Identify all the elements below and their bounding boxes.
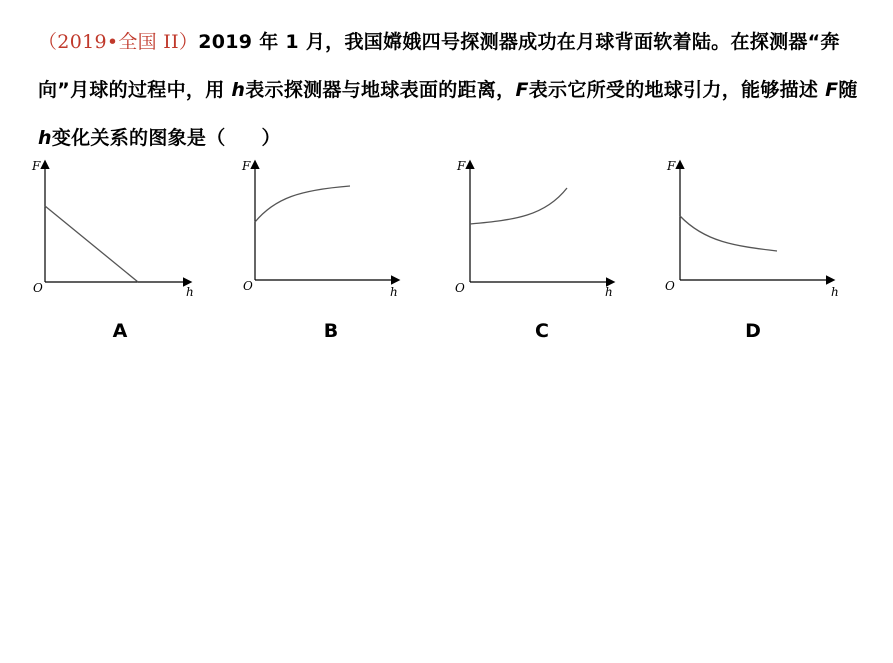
curve-linear-decreasing xyxy=(45,206,138,282)
variable-h: h xyxy=(231,79,246,101)
question-text xyxy=(38,18,878,162)
question-part-4: 随 xyxy=(838,79,858,101)
question-part-6: ） xyxy=(261,127,281,149)
origin-label: O xyxy=(243,279,253,293)
variable-f-2: F xyxy=(825,79,839,101)
option-label-c[interactable]: C xyxy=(535,320,549,342)
x-axis-label: h xyxy=(186,285,194,299)
question-part-5: 变化关系的图象是（ xyxy=(51,127,226,149)
y-axis-label: F xyxy=(242,159,251,173)
variable-h-2: h xyxy=(38,127,52,149)
option-label-a[interactable]: A xyxy=(112,320,128,342)
x-axis-label: h xyxy=(605,285,613,299)
origin-label: O xyxy=(33,281,43,295)
curve-increasing-convex xyxy=(470,188,567,224)
graph-c xyxy=(455,150,635,300)
y-axis-label: F xyxy=(667,159,676,173)
curve-increasing-concave xyxy=(255,186,350,222)
option-label-b[interactable]: B xyxy=(323,320,339,342)
question-source: （2019•全国 II） xyxy=(38,31,199,53)
question-part-1: 2019 年 1 月，我国嫦娥四号探测器成功在月球背面软着陆。在探测器“奔向”月球的过程中，用 xyxy=(38,31,840,101)
y-axis-label: F xyxy=(32,159,41,173)
y-axis-label: F xyxy=(457,159,466,173)
curve-decreasing-convex xyxy=(680,216,777,251)
origin-label: O xyxy=(665,279,675,293)
question-part-3: 表示它所受的地球引力，能够描述 xyxy=(528,79,826,101)
graph-options xyxy=(0,150,893,360)
graph-b xyxy=(240,150,420,300)
x-axis-label: h xyxy=(390,285,398,299)
graph-d xyxy=(665,150,845,300)
question-part-2: 表示探测器与地球表面的距离， xyxy=(245,79,516,101)
variable-f: F xyxy=(515,79,529,101)
origin-label: O xyxy=(455,281,465,295)
option-label-d[interactable]: D xyxy=(745,320,761,342)
graph-a xyxy=(30,150,210,300)
x-axis-label: h xyxy=(831,285,839,299)
